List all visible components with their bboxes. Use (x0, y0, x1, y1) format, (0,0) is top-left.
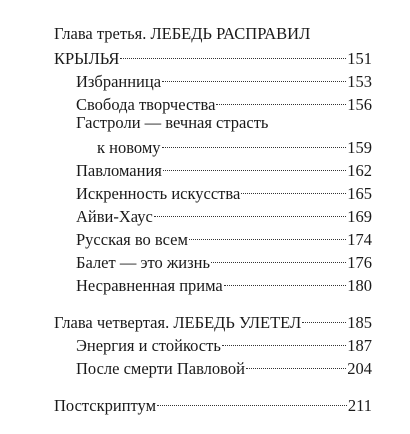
page-number: 169 (347, 207, 372, 226)
toc-row (97, 133, 372, 158)
page-number: 151 (347, 49, 372, 68)
toc-row (76, 331, 372, 356)
toc-item-title-line1: Гастроли — вечная страсть (76, 113, 269, 132)
toc-item-title: Свобода творчества (76, 95, 216, 114)
dot-leader (120, 44, 346, 64)
toc-item-title: Избранница (76, 72, 162, 91)
dot-leader (216, 90, 346, 110)
toc-row-postscript (54, 391, 372, 416)
page-number: 162 (347, 161, 372, 180)
toc-item-title: Русская во всем (76, 230, 188, 249)
page-number: 185 (347, 313, 372, 332)
postscript-title: Постскриптум (54, 396, 157, 415)
dot-leader (189, 225, 346, 245)
dot-leader (163, 156, 346, 176)
toc-item-title: Балет — это жизнь (76, 253, 211, 272)
toc-row (76, 248, 372, 273)
dot-leader (157, 391, 347, 411)
toc-row (76, 202, 372, 227)
page-number: 176 (347, 253, 372, 272)
chapter3-title-line2: КРЫЛЬЯ (54, 49, 120, 68)
toc-item-title: Энергия и стойкость (76, 336, 221, 355)
toc-row (76, 67, 372, 92)
dot-leader (241, 179, 346, 199)
toc-item-title: Искренность искусства (76, 184, 241, 203)
page-number: 204 (347, 359, 372, 378)
page-number: 211 (347, 396, 372, 415)
toc-row-chapter4 (54, 308, 372, 333)
toc-row-chapter3 (54, 44, 372, 69)
toc-row (76, 225, 372, 250)
dot-leader (246, 354, 346, 374)
page-number: 165 (347, 184, 372, 203)
page-number: 159 (347, 138, 372, 157)
toc-item-title: Несравненная прима (76, 276, 223, 295)
page-number: 180 (347, 276, 372, 295)
dot-leader (222, 331, 346, 351)
toc-item-title-line2: к новому (97, 138, 161, 157)
toc-row (76, 90, 372, 115)
page-number: 187 (347, 336, 372, 355)
toc-item-title: После смерти Павловой (76, 359, 245, 378)
toc-item-title: Айви-Хаус (76, 207, 153, 226)
page-number: 156 (347, 95, 372, 114)
toc-row (76, 271, 372, 296)
dot-leader (211, 248, 346, 268)
dot-leader (162, 67, 346, 87)
toc-row (76, 156, 372, 181)
toc-row (76, 179, 372, 204)
page-number: 153 (347, 72, 372, 91)
toc-item-title: Павломания (76, 161, 162, 180)
toc-row (76, 354, 372, 379)
page-number: 174 (347, 230, 372, 249)
chapter3-title-line1: Глава третья. ЛЕБЕДЬ РАСПРАВИЛ (54, 24, 311, 43)
dot-leader (154, 202, 346, 222)
dot-leader (162, 133, 347, 153)
dot-leader (302, 308, 346, 328)
chapter4-title: Глава четвертая. ЛЕБЕДЬ УЛЕТЕЛ (54, 313, 302, 332)
dot-leader (224, 271, 346, 291)
